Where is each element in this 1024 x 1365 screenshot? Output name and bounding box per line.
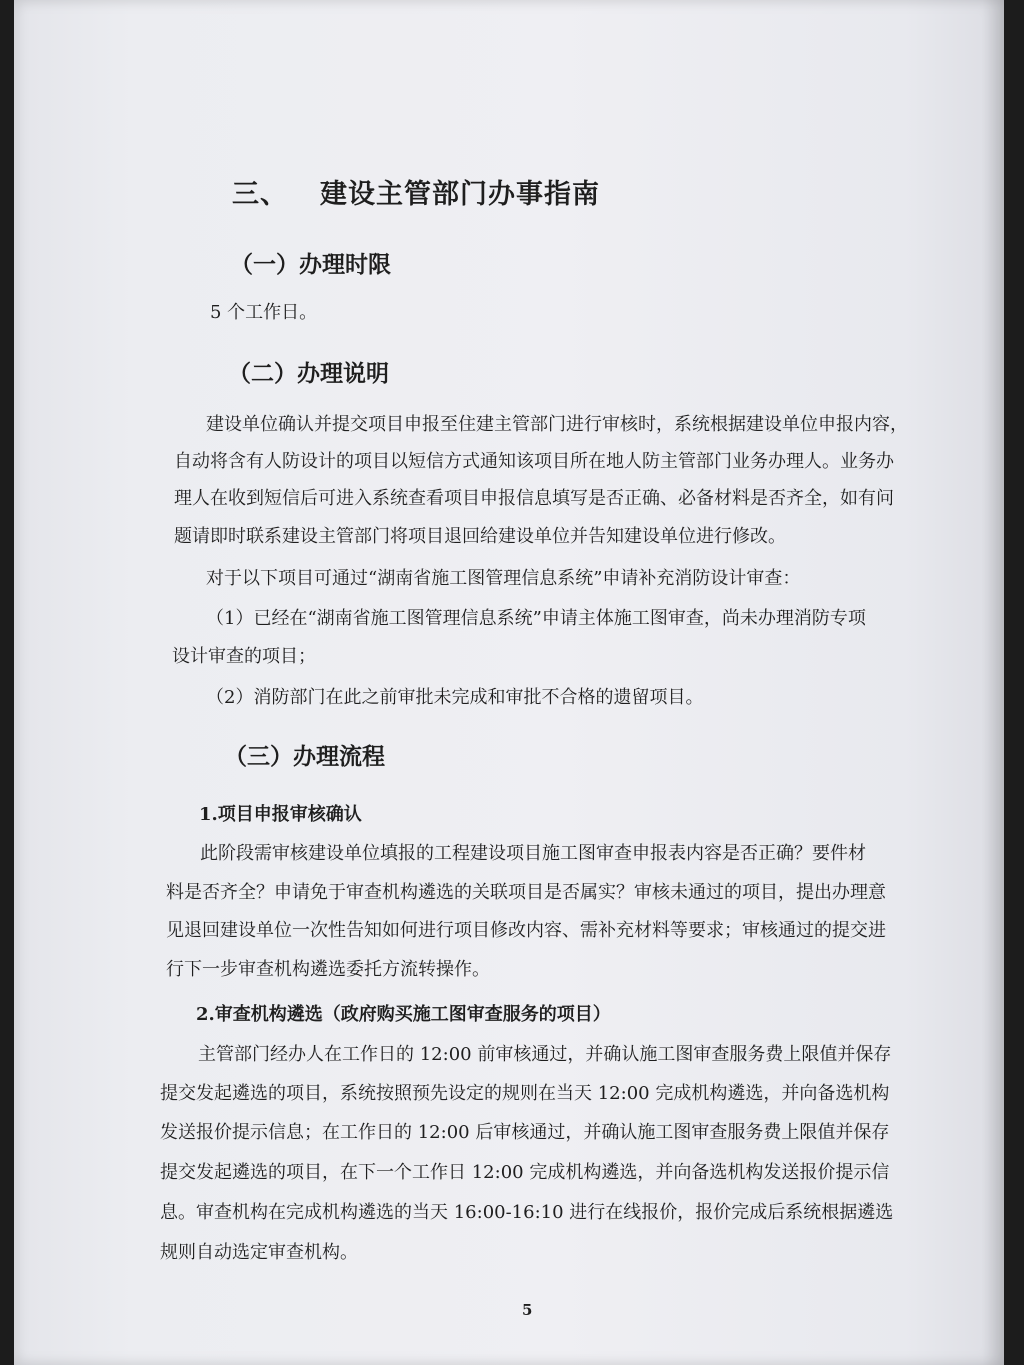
time-limit-heading: （一）办理时限 (230, 251, 391, 278)
step2-title: 2.审查机构遴选（政府购买施工图审查服务的项目） (196, 1004, 611, 1025)
description-paragraph2: 对于以下项目可通过“湖南省施工图管理信息系统”申请补充消防设计审查： (206, 568, 801, 589)
step2-line: 提交发起遴选的项目，在下一个工作日 12:00 完成机构遴选，并向备选机构发送报价提示信 (160, 1162, 890, 1183)
step2-line: 提交发起遴选的项目，系统按照预先设定的规则在当天 12:00 完成机构遴选，并向备选机构 (160, 1083, 890, 1104)
step1-line: 行下一步审查机构遴选委托方流转操作。 (166, 959, 490, 980)
list-item-1-line: 设计审查的项目； (172, 646, 316, 667)
step1-line: 此阶段需审核建设单位填报的工程建设项目施工图审查申报表内容是否正确？要件材 (200, 843, 866, 864)
list-item-1-line: （1）已经在“湖南省施工图管理信息系统”申请主体施工图审查，尚未办理消防专项 (206, 608, 866, 629)
section-title-text: 建设主管部门办事指南 (320, 179, 600, 210)
step2-line: 息。审查机构在完成机构遴选的当天 16:00-16:10 进行在线报价，报价完成后系统根据遴选 (160, 1202, 894, 1223)
time-limit-body: 5 个工作日。 (210, 302, 318, 323)
page-edge-shadow (982, 0, 1004, 1365)
document-page (14, 0, 1004, 1365)
step2-line: 发送报价提示信息；在工作日的 12:00 后审核通过，并确认施工图审查服务费上限值并保存 (160, 1122, 890, 1143)
step1-line: 见退回建设单位一次性告知如何进行项目修改内容、需补充材料等要求；审核通过的提交进 (166, 920, 886, 941)
description-paragraph-line: 自动将含有人防设计的项目以短信方式通知该项目所在地人防主管部门业务办理人。业务办 (174, 451, 894, 472)
step1-title: 1.项目申报审核确认 (199, 804, 362, 825)
description-heading: （二）办理说明 (228, 360, 389, 387)
section-number: 三、 (232, 179, 288, 210)
description-paragraph-line: 建设单位确认并提交项目申报至住建主管部门进行审核时，系统根据建设单位申报内容， (206, 414, 908, 435)
section-title (232, 172, 600, 211)
page-number: 5 (522, 1301, 533, 1319)
process-heading: （三）办理流程 (224, 743, 385, 770)
step2-line: 规则自动选定审查机构。 (160, 1242, 358, 1263)
step2-line: 主管部门经办人在工作日的 12:00 前审核通过，并确认施工图审查服务费上限值并保存 (198, 1044, 892, 1065)
list-item-2: （2）消防部门在此之前审批未完成和审批不合格的遗留项目。 (206, 687, 704, 708)
step1-line: 料是否齐全？申请免于审查机构遴选的关联项目是否属实？审核未通过的项目，提出办理意 (166, 882, 886, 903)
description-paragraph-line: 理人在收到短信后可进入系统查看项目申报信息填写是否正确、必备材料是否齐全，如有问 (174, 488, 894, 509)
description-paragraph-line: 题请即时联系建设主管部门将项目退回给建设单位并告知建设单位进行修改。 (174, 526, 786, 547)
